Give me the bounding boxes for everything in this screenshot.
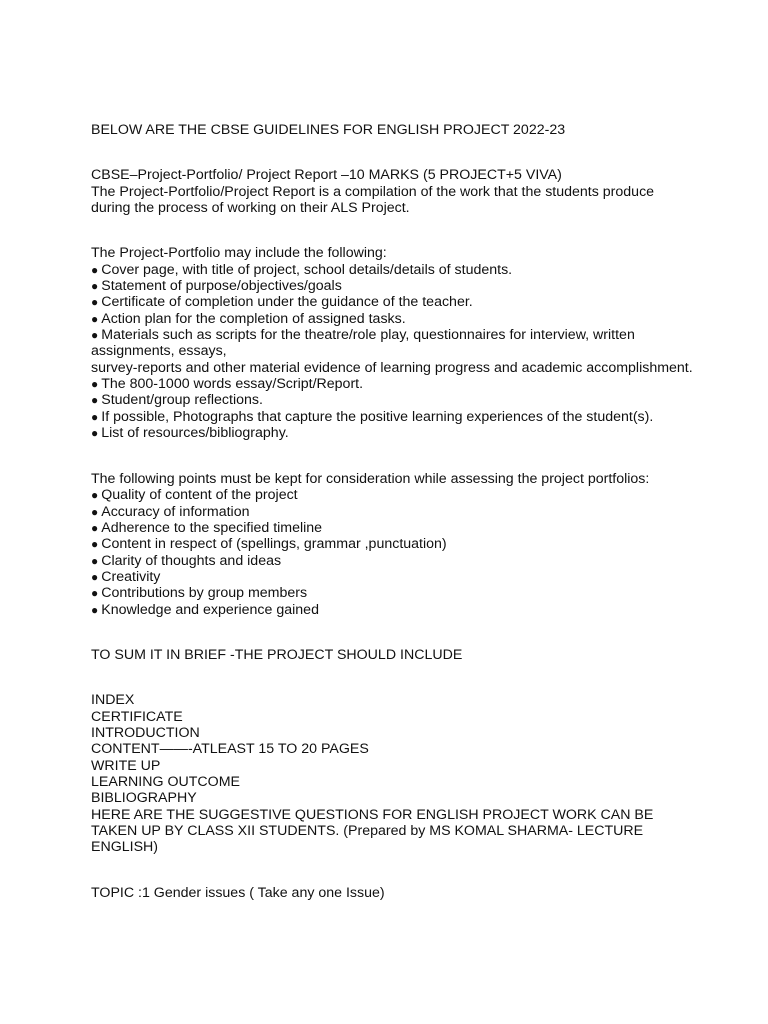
intro-line-2: The Project-Portfolio/Project Report is a compilation of the work that the students produce	[91, 184, 655, 200]
portfolio-item: ● Action plan for the completion of assigned tasks.	[91, 311, 406, 327]
summary-item: CERTIFICATE	[91, 709, 183, 725]
assessment-item: ● Content in respect of (spellings, grammar ,punctuation)	[91, 536, 447, 552]
portfolio-item: ● Materials such as scripts for the theatre/role play, questionnaires for interview, written	[91, 327, 635, 343]
assessment-item: ● Accuracy of information	[91, 504, 250, 520]
summary-title: TO SUM IT IN BRIEF -THE PROJECT SHOULD INCLUDE	[91, 647, 463, 663]
topic-line: TOPIC :1 Gender issues ( Take any one Issue)	[91, 885, 385, 901]
assessment-title: The following points must be kept for consideration while assessing the project portfolios:	[91, 471, 650, 487]
portfolio-item-continued: assignments, essays,	[91, 343, 227, 359]
portfolio-item: ● If possible, Photographs that capture the positive learning experiences of the student(s).	[91, 409, 653, 425]
portfolio-item: ● Cover page, with title of project, school details/details of students.	[91, 262, 512, 278]
assessment-item: ● Clarity of thoughts and ideas	[91, 553, 281, 569]
summary-note-line-2: TAKEN UP BY CLASS XII STUDENTS. (Prepared by MS KOMAL SHARMA- LECTURE	[91, 823, 644, 839]
document-heading: BELOW ARE THE CBSE GUIDELINES FOR ENGLISH PROJECT 2022-23	[91, 122, 566, 138]
portfolio-item: ● The 800-1000 words essay/Script/Report.	[91, 376, 363, 392]
assessment-item: ● Knowledge and experience gained	[91, 602, 319, 618]
assessment-item: ● Adherence to the specified timeline	[91, 520, 322, 536]
intro-line-3: during the process of working on their ALS Project.	[91, 200, 410, 216]
assessment-item: ● Creativity	[91, 569, 160, 585]
portfolio-item: ● Statement of purpose/objectives/goals	[91, 278, 342, 294]
intro-line-1: CBSE–Project-Portfolio/ Project Report –10 MARKS (5 PROJECT+5 VIVA)	[91, 167, 562, 183]
portfolio-item-continued: survey-reports and other material evidence of learning progress and academic accomplishment.	[91, 360, 693, 376]
assessment-item: ● Quality of content of the project	[91, 487, 298, 503]
assessment-item: ● Contributions by group members	[91, 585, 307, 601]
portfolio-title: The Project-Portfolio may include the following:	[91, 245, 387, 261]
summary-note-line-3: ENGLISH)	[91, 839, 159, 855]
summary-item: CONTENT——-ATLEAST 15 TO 20 PAGES	[91, 741, 369, 757]
summary-item: INTRODUCTION	[91, 725, 200, 741]
portfolio-item: ● Certificate of completion under the guidance of the teacher.	[91, 294, 473, 310]
summary-item: INDEX	[91, 692, 135, 708]
summary-item: WRITE UP	[91, 758, 161, 774]
summary-item: LEARNING OUTCOME	[91, 774, 240, 790]
portfolio-item: ● Student/group reflections.	[91, 392, 263, 408]
summary-item: BIBLIOGRAPHY	[91, 790, 197, 806]
portfolio-item: ● List of resources/bibliography.	[91, 425, 289, 441]
summary-note-line-1: HERE ARE THE SUGGESTIVE QUESTIONS FOR ENGLISH PROJECT WORK CAN BE	[91, 807, 654, 823]
